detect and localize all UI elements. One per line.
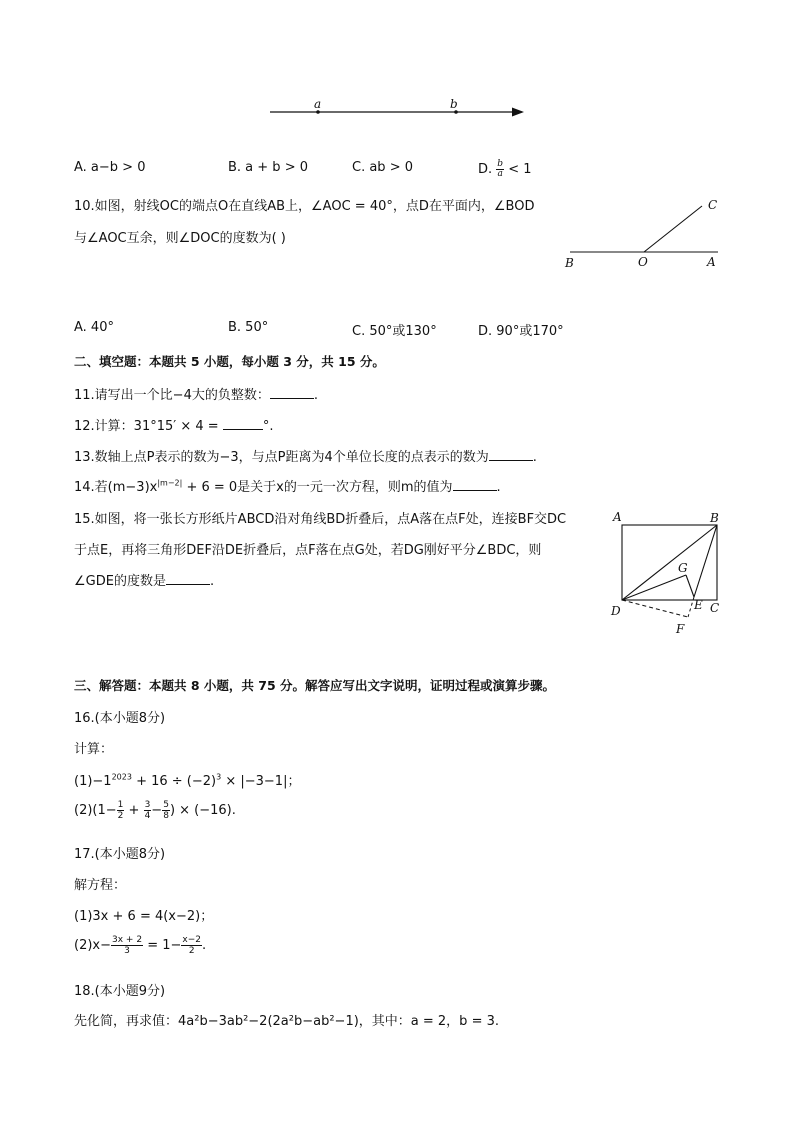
fraction-3x-plus-2-over-3	[111, 935, 143, 956]
label-e: E	[694, 598, 703, 612]
q12	[74, 415, 273, 434]
q16-p1-exponent: 2023	[111, 772, 132, 782]
fraction-numerator: 3x + 2	[112, 935, 143, 945]
fraction-denominator: 2	[117, 811, 124, 821]
q10-option-b: B. 50°	[228, 320, 269, 335]
q13-end: .	[532, 450, 537, 465]
q15-figure	[604, 505, 734, 640]
q18-text: 先化简，再求值：4a²b−3ab²−2(2a²b−ab²−1)，其中：a = 2，b = 3.	[74, 1014, 499, 1029]
fraction-denominator: 2	[188, 946, 195, 956]
segment-ge	[686, 575, 694, 597]
q13	[74, 446, 537, 465]
plus-sign: +	[124, 803, 144, 818]
q9-option-d-suffix: < 1	[508, 162, 532, 177]
q16-part1	[74, 770, 300, 789]
q14	[74, 476, 501, 495]
fraction-x-minus-2-over-2	[181, 935, 202, 956]
q9-option-b: B. a + b > 0	[228, 160, 308, 175]
q14-pre: 14.若(m−3)x	[74, 480, 158, 495]
q10-option-c: C. 50°或130°	[352, 324, 437, 339]
section3-heading: 三、解答题：本题共 8 小题，共 75 分。解答应写出文字说明，证明过程或演算步骤。	[74, 678, 556, 693]
q9-option-d-prefix: D.	[478, 162, 493, 177]
label-c: C	[710, 601, 720, 615]
q12-text: 12.计算：31°15′ × 4 =	[74, 419, 219, 434]
fraction-numerator: 3	[144, 800, 151, 810]
q10-figure	[560, 192, 730, 274]
label-c: C	[708, 198, 718, 212]
q10-option-a: A. 40°	[74, 320, 114, 335]
q9-option-d-fraction	[496, 160, 504, 179]
fraction-denominator: a	[497, 169, 503, 179]
q9-option-c: C. ab > 0	[352, 160, 413, 175]
q13-text: 13.数轴上点P表示的数为−3，与点P距离为4个单位长度的点表示的数为	[74, 450, 489, 465]
minus-sign: −	[151, 803, 163, 818]
q17-end: .	[201, 938, 207, 953]
label-a: A	[613, 510, 622, 524]
q16-p2-pre: (2)(1−	[74, 803, 117, 818]
q11	[74, 384, 318, 403]
q15-line3-text: ∠GDE的度数是	[74, 574, 166, 589]
q17-title: 17.(本小题8分)	[74, 847, 166, 862]
q14-post: + 6 = 0是关于x的一元一次方程，则m的值为	[182, 480, 453, 495]
q15-end: .	[209, 574, 215, 589]
q16-part2	[74, 800, 236, 821]
q11-end: .	[313, 388, 318, 403]
label-b: b	[450, 97, 458, 111]
label-o: O	[638, 255, 648, 269]
fraction-numerator: 5	[163, 800, 169, 810]
q9-number-line-figure	[260, 95, 540, 125]
label-b: B	[565, 256, 574, 270]
fraction-numerator: 1	[117, 800, 124, 810]
q14-exponent: |m−2|	[157, 478, 183, 488]
q12-end: °.	[262, 419, 274, 434]
q11-answer-blank[interactable]	[270, 386, 314, 399]
q16-p2-post: ) × (−16).	[169, 803, 236, 818]
segment-df-dashed	[622, 600, 688, 617]
label-a: a	[314, 97, 322, 111]
q15-line3	[74, 570, 214, 589]
q16-p1-pre: (1)−1	[74, 774, 112, 789]
fraction-denominator: 3	[124, 946, 130, 956]
q15-line1: 15.如图，将一张长方形纸片ABCD沿对角线BD折叠后，点A落在点F处，连接BF交DC	[74, 512, 567, 527]
fraction-denominator: 8	[163, 811, 169, 821]
q13-answer-blank[interactable]	[489, 448, 533, 461]
number-line-arrow	[512, 108, 524, 117]
q16-instruction: 计算：	[74, 742, 114, 757]
q14-end: .	[496, 480, 501, 495]
label-a: A	[707, 255, 716, 269]
q16-title: 16.(本小题8分)	[74, 711, 166, 726]
q14-answer-blank[interactable]	[453, 478, 497, 491]
equals-part: = 1−	[143, 938, 182, 953]
fraction-numerator: x−2	[182, 935, 201, 945]
fraction-5-8	[162, 800, 170, 821]
q16-p1-post: × |−3−1|；	[221, 774, 301, 789]
label-f: F	[676, 622, 685, 636]
q17-part2	[74, 935, 206, 956]
q17-part1: (1)3x + 6 = 4(x−2)；	[74, 909, 214, 924]
q16-p1-exponent2: 3	[216, 772, 222, 782]
label-g: G	[678, 561, 688, 575]
diagonal-bd	[622, 525, 717, 600]
q12-answer-blank[interactable]	[223, 417, 263, 430]
q15-line2: 于点E，再将三角形DEF沿DE折叠后，点F落在点G处，若DG刚好平分∠BDC，则	[74, 543, 542, 558]
q9-option-d	[478, 160, 532, 179]
ray-oc	[644, 206, 702, 252]
label-d: D	[611, 604, 621, 618]
q11-text: 11.请写出一个比−4大的负整数：	[74, 388, 270, 403]
section2-heading: 二、填空题：本题共 5 小题，每小题 3 分，共 15 分。	[74, 354, 385, 369]
fraction-denominator: 4	[144, 811, 151, 821]
q9-option-a: A. a−b > 0	[74, 160, 146, 175]
q10-line2: 与∠AOC互余，则∠DOC的度数为( )	[74, 231, 286, 246]
segment-dg	[622, 575, 686, 600]
label-b: B	[710, 511, 719, 525]
q10-line1: 10.如图，射线OC的端点O在直线AB上，∠AOC = 40°，点D在平面内，∠BOD	[74, 199, 535, 214]
fraction-numerator: b	[497, 159, 504, 169]
q17-p2-pre: (2)x−	[74, 938, 112, 953]
segment-be	[694, 525, 717, 597]
q15-answer-blank[interactable]	[166, 572, 210, 585]
q16-p1-mid: + 16 ÷ (−2)	[131, 774, 217, 789]
q10-option-d: D. 90°或170°	[478, 324, 564, 339]
q18-title: 18.(本小题9分)	[74, 984, 166, 999]
q17-instruction: 解方程：	[74, 878, 127, 893]
